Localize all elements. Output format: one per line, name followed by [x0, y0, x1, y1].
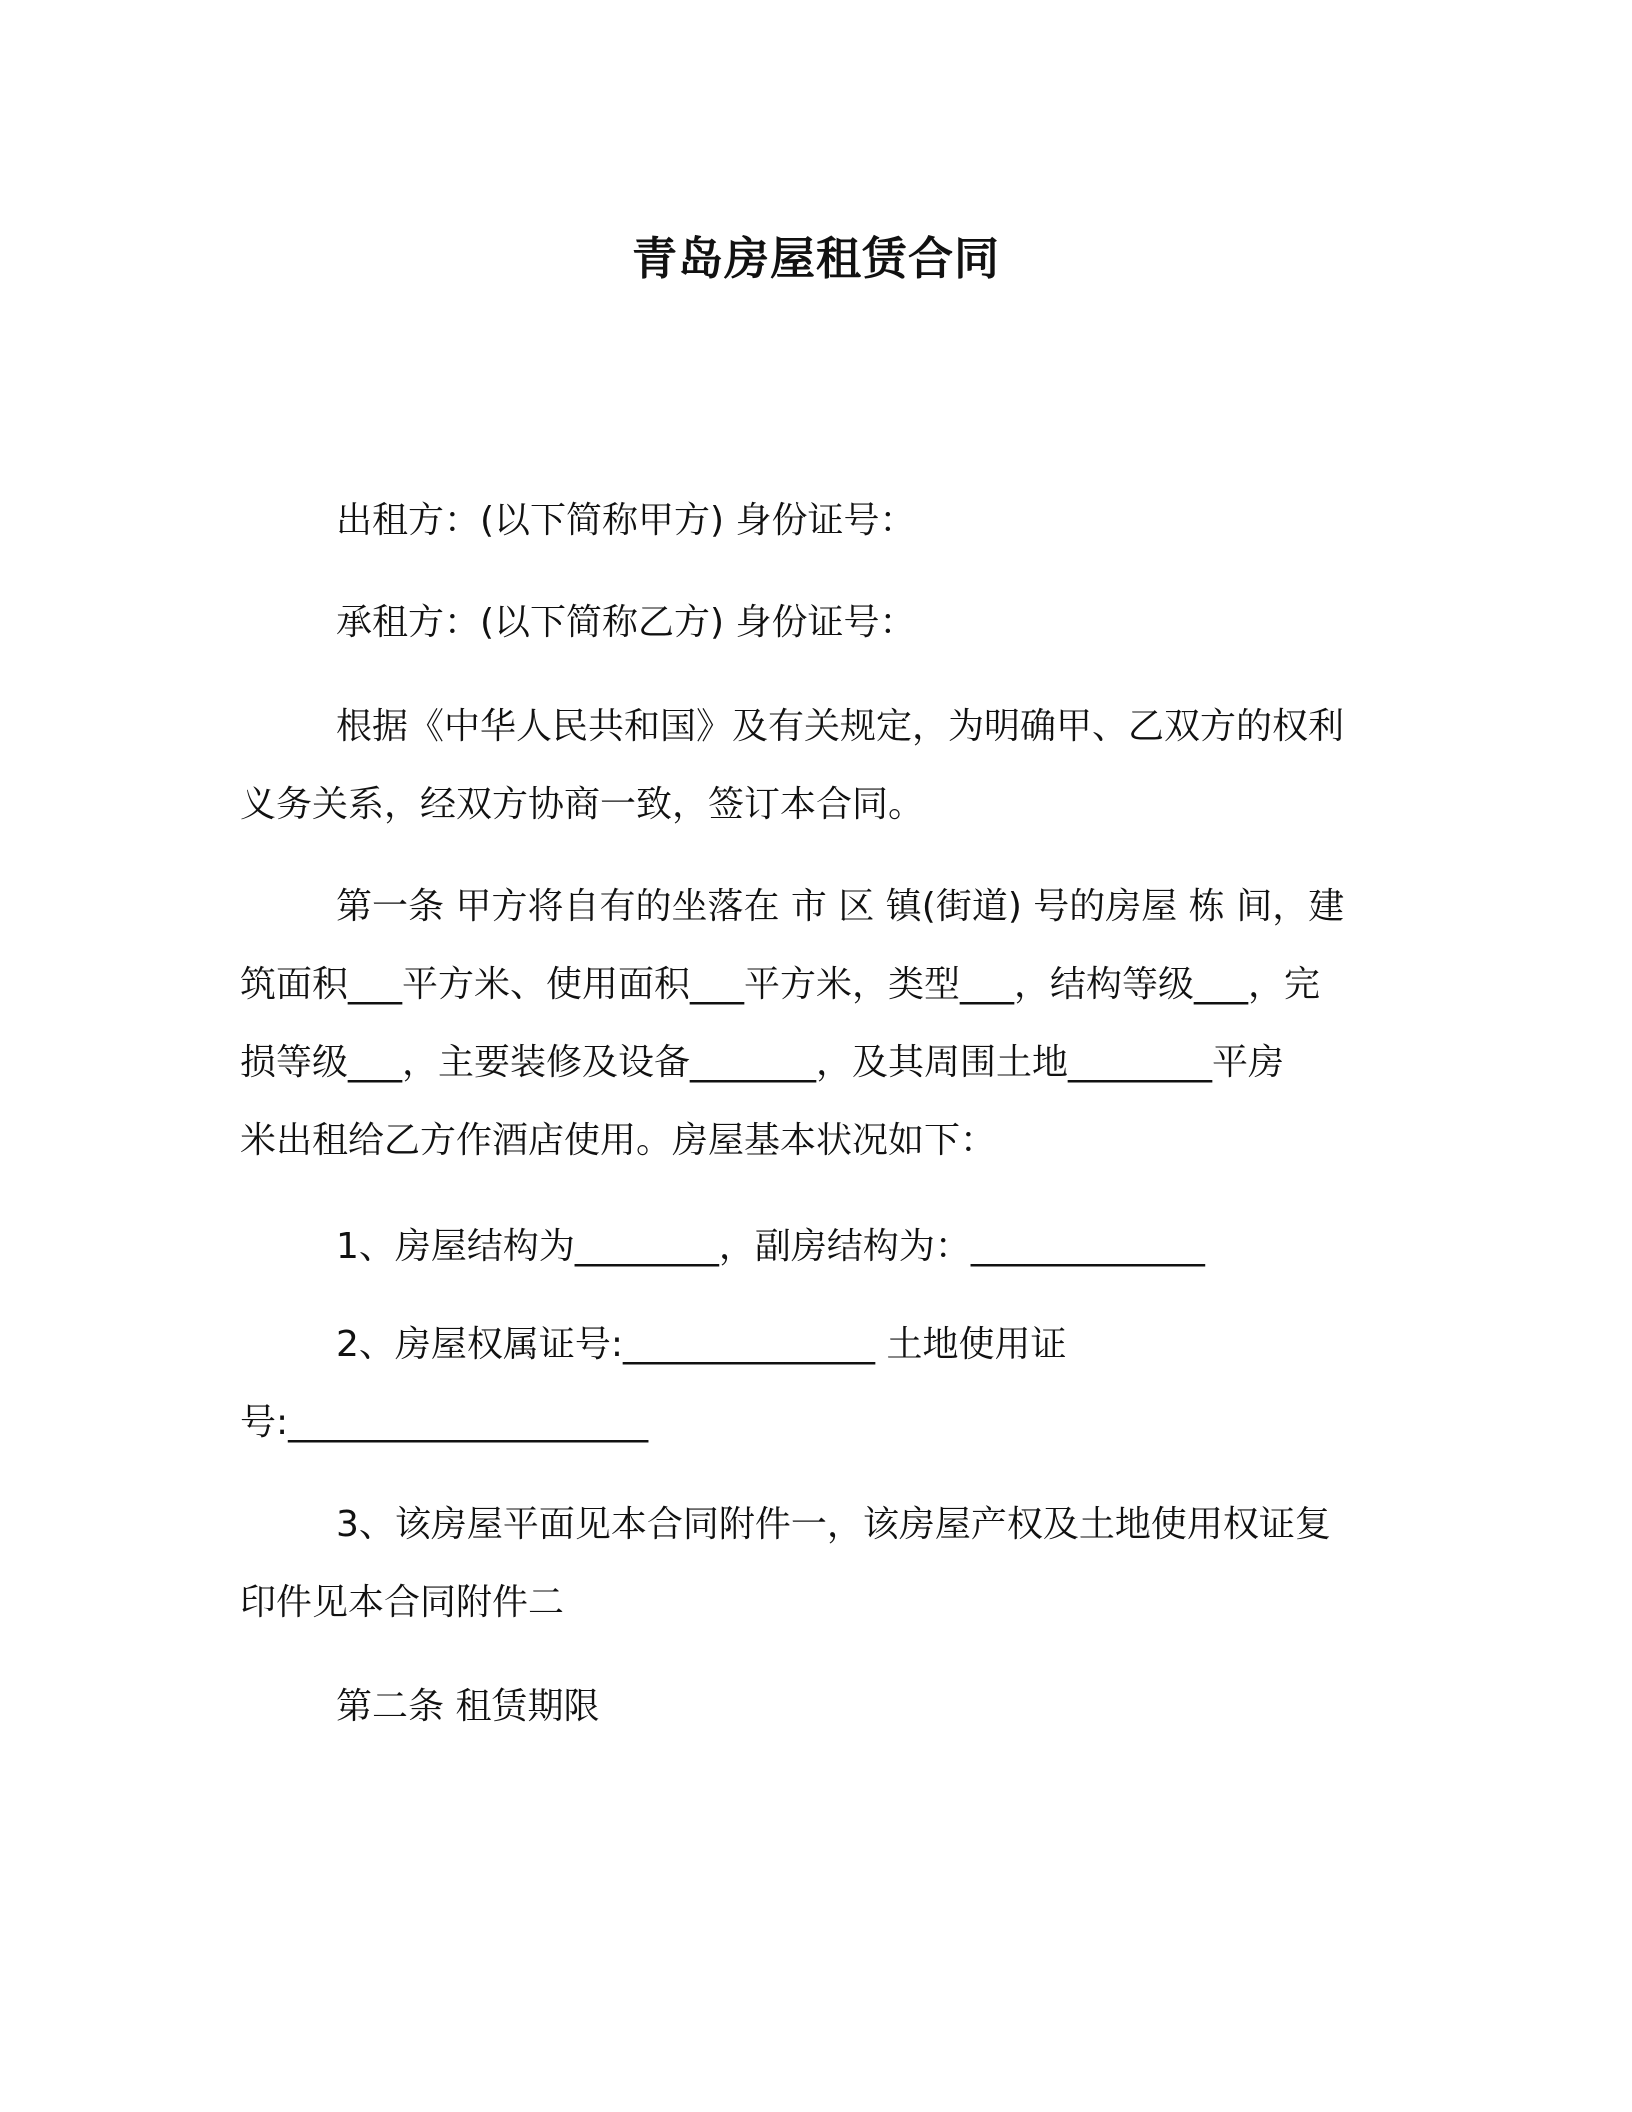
article-1-line-2: 筑面积___平方米、使用面积___平方米，类型___，结构等级___，完	[240, 964, 1321, 1005]
document-title: 青岛房屋租赁合同	[631, 232, 1000, 285]
item-3-paragraph	[240, 1486, 1390, 1642]
article-2-heading	[240, 1668, 1390, 1746]
preamble-paragraph	[240, 688, 1390, 844]
lessee-line: 承租方：(以下简称乙方) 身份证号：	[336, 602, 916, 643]
article-1-paragraph	[240, 868, 1390, 1180]
item-1-paragraph	[240, 1208, 1390, 1286]
lessor-paragraph	[240, 482, 1390, 560]
article-2-heading-text: 第二条 租赁期限	[336, 1686, 600, 1727]
item-1-line: 1、房屋结构为________，副房结构为：_____________	[336, 1226, 1205, 1267]
article-1-line-1: 第一条 甲方将自有的坐落在 市 区 镇(街道) 号的房屋 栋 间，建	[336, 886, 1345, 927]
lessee-paragraph	[240, 584, 1390, 662]
lessor-line: 出租方：(以下简称甲方) 身份证号：	[336, 500, 916, 541]
article-1-line-3: 损等级___，主要装修及设备_______，及其周围土地________平房	[240, 1042, 1285, 1083]
item-2-line-2: 号:____________________	[240, 1402, 649, 1443]
article-1-line-4: 米出租给乙方作酒店使用。房屋基本状况如下：	[240, 1120, 997, 1161]
item-2-paragraph	[240, 1306, 1390, 1462]
item-3-line-1: 3、该房屋平面见本合同附件一，该房屋产权及土地使用权证复	[336, 1504, 1331, 1545]
item-3-line-2: 印件见本合同附件二	[240, 1582, 565, 1623]
preamble-line-2: 义务关系，经双方协商一致，签订本合同。	[240, 784, 925, 825]
item-2-line-1: 2、房屋权属证号:______________ 土地使用证	[336, 1324, 1067, 1365]
preamble-line-1: 根据《中华人民共和国》及有关规定，为明确甲、乙双方的权利	[336, 706, 1345, 747]
